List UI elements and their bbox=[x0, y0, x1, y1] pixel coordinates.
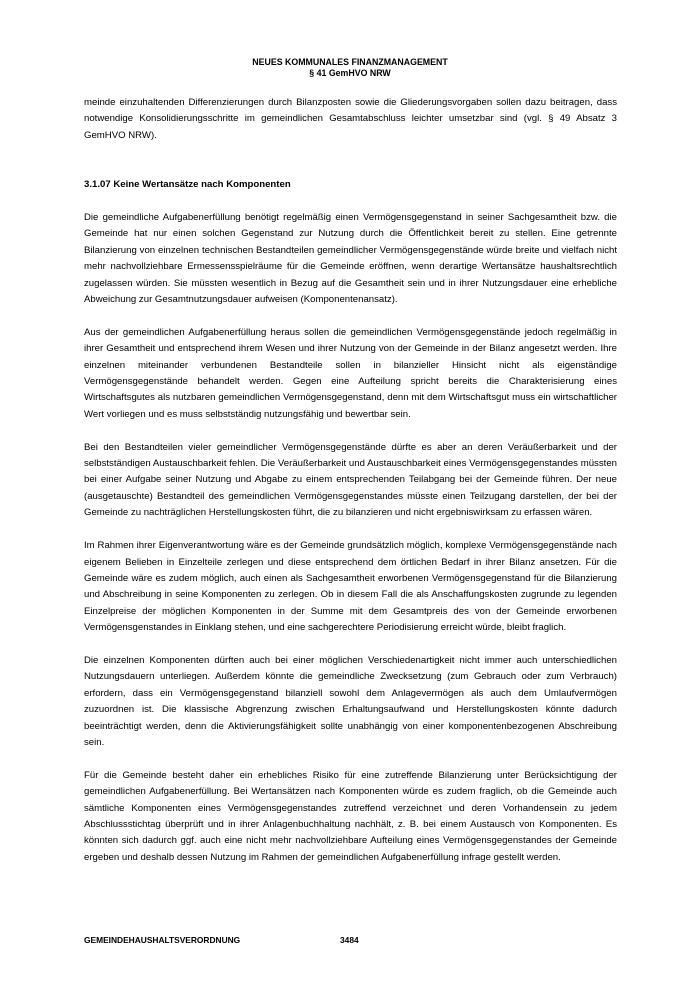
page-header bbox=[0, 57, 700, 79]
paragraph: Bei den Bestandteilen vieler gemeindlicher Vermögensgegenstände dürfte es aber an deren Veräußerbarkeit und der selbstständigen Austauschbarkeit fehlen. Die Veräußerbarkeit und Austauschbarkeit eines Vermögensgegenstandes müssten bei einer Aufgabe seiner Nutzung und Abgabe zu einem entsprechenden Teilabgang bei der Gemeinde führen. Der neue (ausgetauschte) Bestandteil des gemeindlichen Vermögensgegenstandes müsste einen Teilzugang darstellen, der bei der Gemeinde zu nachträglichen Herstellungskosten führt, die zu bilanzieren und nicht ergebniswirksam zu erfassen wären. bbox=[84, 441, 617, 519]
paragraph: Im Rahmen ihrer Eigenverantwortung wäre es der Gemeinde grundsätzlich möglich, komplexe Vermögensgegenstände nach eigenem Belieben in Einzelteile zerlegen und diese entsprechend dem örtlichen Bedarf in ihrer Bilanz ansetzen. Für die Gemeinde wäre es zudem möglich, auch einen als Sachgesamtheit erworbenen Vermögensgegenstand für die Bilanzierung und Abschreibung in seine Komponenten zu zerlegen. Ob in diesem Fall die als Anschaffungskosten zugrunde zu legenden Einzelpreise der möglichen Komponenten in der Summe mit dem Gesamtpreis des von der Gemeinde erworbenen Vermögensgenstandes in Einklang stehen, und eine sachgerechtere Periodisierung erreicht würde, bleibt fraglich. bbox=[84, 540, 617, 634]
header-section: § 41 GemHVO NRW bbox=[309, 68, 391, 78]
section-heading: 3.1.07 Keine Wertansätze nach Komponenten bbox=[84, 179, 291, 191]
page-content bbox=[84, 95, 617, 883]
page-number: 3484 bbox=[340, 935, 359, 945]
intro-paragraph: meinde einzuhaltenden Differenzierungen durch Bilanzposten sowie die Gliederungsvorgaben sollen dazu beitragen, dass notwendige Konsolidierungsschritte im gemeindlichen Gesamtabschluss leichter umsetzbar sind (vgl. § 49 Absatz 3 GemHVO NRW). bbox=[84, 97, 617, 141]
paragraph: Aus der gemeindlichen Aufgabenerfüllung heraus sollen die gemeindlichen Vermögensgegenstände jedoch regelmäßig in ihrer Gesamtheit und entsprechend ihrem Wesen und ihrer Nutzung von der Gemeinde in der Bilanz angesetzt werden. Ihre einzelnen miteinander verbundenen Bestandteile sollen in bilanzieller Hinsicht nicht als eigenständige Vermögensgegenstände behandelt werden. Gegen eine Aufteilung spricht bereits die Charakterisierung eines Wirtschaftsgutes als nutzbaren gemeindlichen Vermögensgegenstand, denn mit dem Wirtschaftsgut muss ein wirtschaftlicher Wert vorliegen und es muss selbstständig nutzungsfähig und bewertbar sein. bbox=[84, 326, 617, 420]
paragraph: Die einzelnen Komponenten dürften auch bei einer möglichen Verschiedenartigkeit nicht immer auch unterschiedlichen Nutzungsdauern unterliegen. Außerdem könnte die gemeindliche Zwecksetzung (zum Gebrauch oder zum Verbrauch) erfordern, dass ein Vermögensgegenstand bilanziell sowohl dem Anlagevermögen als auch dem Umlaufvermögen zuzuordnen ist. Die klassische Abgrenzung zwischen Erhaltungsaufwand und Herstellungskosten könnte dadurch beeinträchtigt werden, denn die Aktivierungsfähigkeit sollte unabhängig von einer komponentenbezogenen Abschreibung sein. bbox=[84, 654, 617, 748]
paragraph: Für die Gemeinde besteht daher ein erhebliches Risiko für eine zutreffende Bilanzierung unter Berücksichtigung der gemeindlichen Aufgabenerfüllung. Bei Wertansätzen nach Komponenten würde es zudem fraglich, ob die Gemeinde auch sämtliche Komponenten eines Vermögensgegenstandes zutreffend verzeichnet und deren Vorhandensein zu jedem Abschlussstichtag überprüft und in ihrer Anlagenbuchhaltung nachhält, z. B. bei einem Austausch von Komponenten. Es könnten sich dadurch ggf. auch eine nicht mehr nachvollziehbare Aufteilung eines Vermögensgegenstandes der Gemeinde ergeben und deshalb dessen Nutzung im Rahmen der gemeindlichen Aufgabenerfüllung infrage gestellt werden. bbox=[84, 769, 617, 863]
footer-title: GEMEINDEHAUSHALTSVERORDNUNG bbox=[84, 935, 241, 945]
header-title: NEUES KOMMUNALES FINANZMANAGEMENT bbox=[252, 57, 448, 67]
paragraph: Die gemeindliche Aufgabenerfüllung benötigt regelmäßig einen Vermögensgegenstand in seiner Sachgesamtheit bzw. die Gemeinde hat nur einen solchen Gegenstand zur Nutzung durch die Öffentlichkeit bereit zu stellen. Eine getrennte Bilanzierung von einzelnen technischen Bestandteilen gemeindlicher Vermögensgegenstände würde breite und vielfach nicht mehr nachvollziehbare Ermessensspielräume für die Gemeinde eröffnen, wenn derartige Wertansätze haushaltsrechtlich zugelassen würden. Sie müssten wesentlich in Bezug auf die Gesamtheit sein und in ihrer Nutzungsdauer eine erhebliche Abweichung zur Gesamtnutzungsdauer aufweisen (Komponentenansatz). bbox=[84, 212, 617, 306]
